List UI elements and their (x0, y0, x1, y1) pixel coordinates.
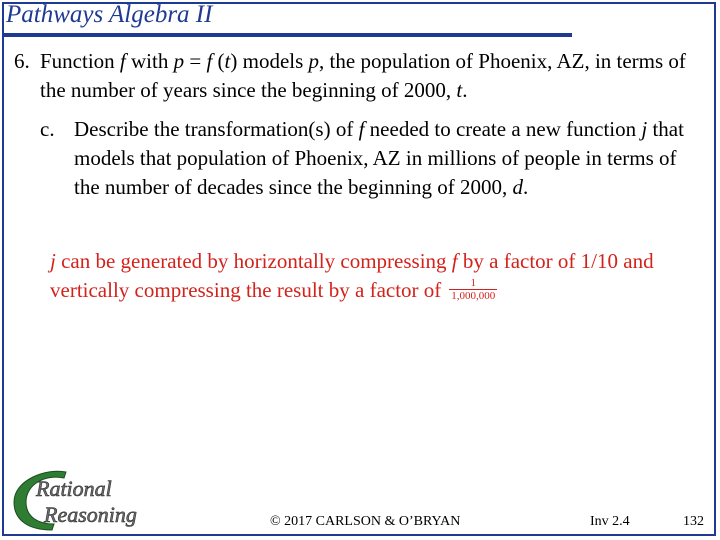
rational-reasoning-logo (6, 462, 186, 532)
footer-page-number: 132 (683, 514, 704, 529)
a-var-f: f (451, 249, 458, 273)
c-var-j: j (641, 117, 648, 141)
q-text-6: , the population of Phoenix, AZ, in terms of the number of years since the beginning of 2000, (40, 49, 686, 102)
answer-text (50, 247, 690, 305)
question-6 (14, 47, 704, 105)
q-text-3: = (184, 49, 207, 73)
a-text-1: can be generated by horizontally compressing (55, 249, 452, 273)
a-text-2: by a factor of 1/10 and vertically compressing the result by a factor of (50, 249, 654, 302)
fraction-one-millionth (449, 277, 497, 302)
logo-line-1: Rational (36, 476, 112, 501)
q-var-p-2: p (308, 49, 320, 73)
q-text-5: ) models (230, 49, 309, 73)
footer-copyright: © 2017 CARLSON & O’BRYAN (270, 514, 461, 529)
q-text-1: Function (40, 49, 120, 73)
c-text-1: Describe the transformation(s) of (74, 117, 359, 141)
c-var-d: d (512, 175, 524, 199)
q-var-t: t (224, 49, 231, 73)
part-c-text (74, 115, 700, 202)
question-number: 6. (14, 49, 30, 73)
q-var-f-2: f (206, 49, 213, 73)
q-text-4: ( (212, 49, 225, 73)
title-underline (2, 33, 572, 37)
part-letter: c. (40, 117, 55, 141)
footer-investigation: Inv 2.4 (590, 514, 630, 529)
q-var-t-2: t (456, 78, 463, 102)
c-text-4: . (523, 175, 529, 199)
question-text (40, 47, 704, 105)
part-c (40, 115, 700, 202)
q-text-7: . (462, 78, 468, 102)
c-text-2: needed to create a new function (364, 117, 642, 141)
fraction-denominator: 1,000,000 (451, 289, 496, 302)
slide-title: Pathways Algebra II (6, 1, 213, 28)
q-text-2: with (125, 49, 174, 73)
logo-line-2: Reasoning (44, 502, 137, 527)
c-text-3: that models that population of Phoenix, AZ in millions of people in terms of the number of decades since the beginning of 2000, (74, 117, 684, 199)
c-var-f: f (358, 117, 365, 141)
fraction-numerator: 1 (470, 276, 477, 289)
q-var-f: f (119, 49, 126, 73)
q-var-p: p (173, 49, 185, 73)
a-var-j: j (50, 249, 56, 273)
